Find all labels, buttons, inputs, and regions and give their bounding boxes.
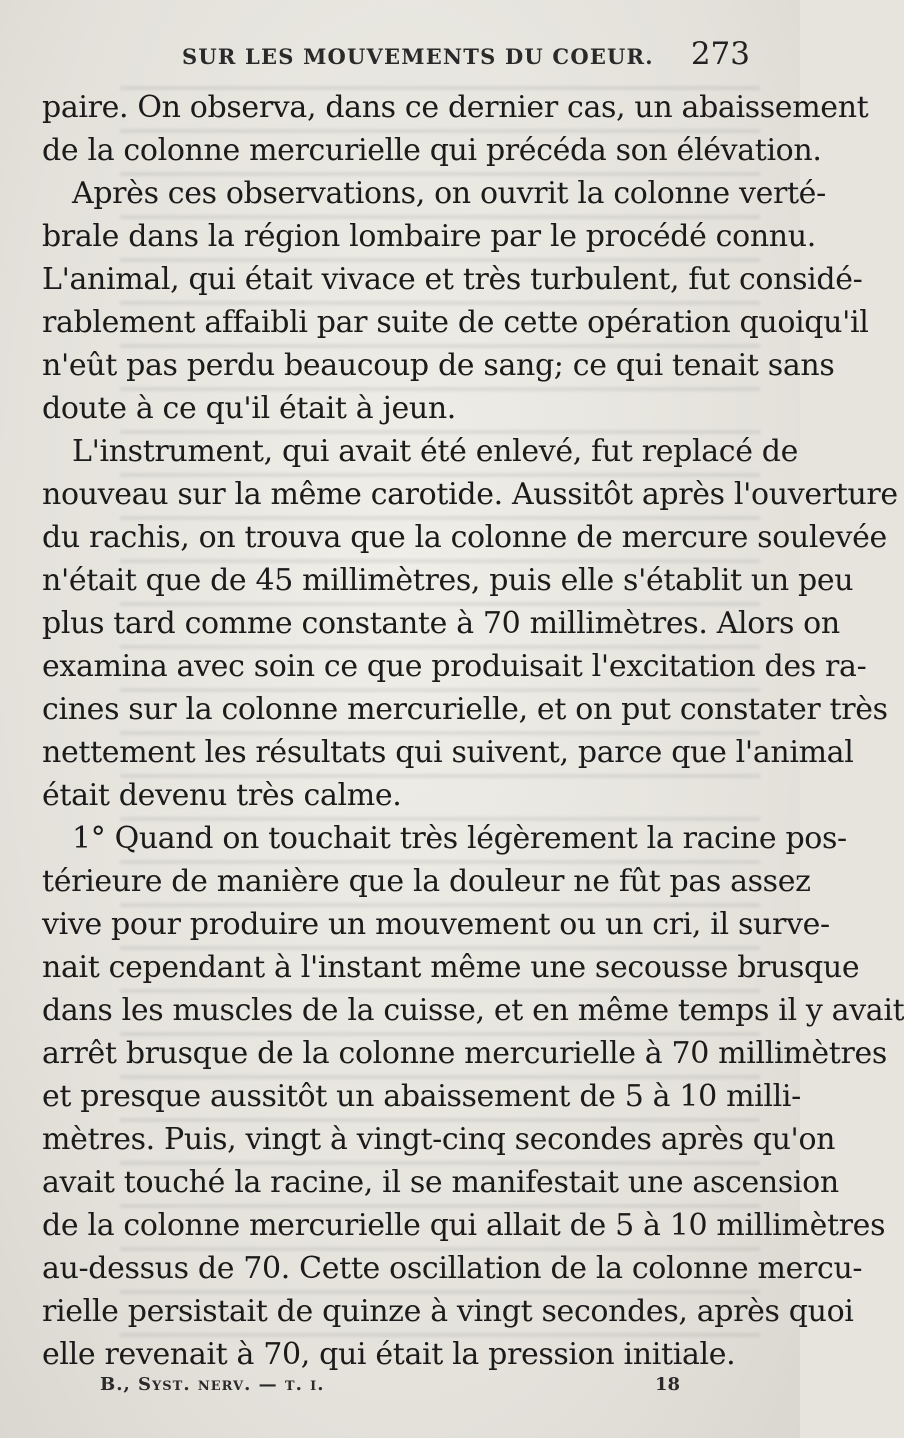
page-header <box>42 34 754 78</box>
text-line: au-dessus de 70. Cette oscillation de la colonne mercu- <box>42 1251 863 1286</box>
text-line: vive pour produire un mouvement ou un cri, il surve- <box>42 907 830 942</box>
text-line: térieure de manière que la douleur ne fût pas assez <box>42 864 811 899</box>
text-line: arrêt brusque de la colonne mercurielle à 70 millimètres <box>42 1036 887 1071</box>
page-number: 273 <box>690 36 750 72</box>
text-line: paire. On observa, dans ce dernier cas, un abaissement <box>42 90 869 125</box>
text-line: L'instrument, qui avait été enlevé, fut replacé de <box>72 434 799 469</box>
text-line: brale dans la région lombaire par le procédé connu. <box>42 219 816 254</box>
text-line: n'était que de 45 millimètres, puis elle s'établit un peu <box>42 563 854 598</box>
text-line: mètres. Puis, vingt à vingt-cinq secondes après qu'on <box>42 1122 836 1157</box>
text-line: L'animal, qui était vivace et très turbulent, fut considé- <box>42 262 863 297</box>
text-line: nettement les résultats qui suivent, parce que l'animal <box>42 735 854 770</box>
text-line: de la colonne mercurielle qui allait de 5 à 10 millimètres <box>42 1208 886 1243</box>
page-footer <box>100 1374 680 1404</box>
text-line: 1° Quand on touchait très légèrement la racine pos- <box>72 821 847 856</box>
sheet-number: 18 <box>654 1374 680 1395</box>
body-text <box>42 86 904 1376</box>
text-line: elle revenait à 70, qui était la pression initiale. <box>42 1337 736 1372</box>
signature-mark: B., Syst. nerv. — t. i. <box>100 1374 325 1395</box>
text-line: du rachis, on trouva que la colonne de mercure soulevée <box>42 520 887 555</box>
text-line: examina avec soin ce que produisait l'excitation des ra- <box>42 649 867 684</box>
text-line: plus tard comme constante à 70 millimètres. Alors on <box>42 606 840 641</box>
text-line: Après ces observations, on ouvrit la colonne verté- <box>72 176 826 211</box>
text-line: de la colonne mercurielle qui précéda son élévation. <box>42 133 822 168</box>
text-line: nait cependant à l'instant même une secousse brusque <box>42 950 860 985</box>
text-line: et presque aussitôt un abaissement de 5 à 10 milli- <box>42 1079 801 1114</box>
text-line: doute à ce qu'il était à jeun. <box>42 391 456 426</box>
text-line: rablement affaibli par suite de cette opération quoiqu'il <box>42 305 869 340</box>
running-title: SUR LES MOUVEMENTS DU COEUR. <box>182 44 654 69</box>
text-line: nouveau sur la même carotide. Aussitôt après l'ouverture <box>42 477 898 512</box>
text-line: n'eût pas perdu beaucoup de sang; ce qui tenait sans <box>42 348 835 383</box>
text-line: était devenu très calme. <box>42 778 402 813</box>
text-line: avait touché la racine, il se manifestait une ascension <box>42 1165 839 1200</box>
text-line: rielle persistait de quinze à vingt secondes, après quoi <box>42 1294 854 1329</box>
text-line: cines sur la colonne mercurielle, et on put constater très <box>42 692 888 727</box>
text-line: dans les muscles de la cuisse, et en même temps il y avait <box>42 993 904 1028</box>
